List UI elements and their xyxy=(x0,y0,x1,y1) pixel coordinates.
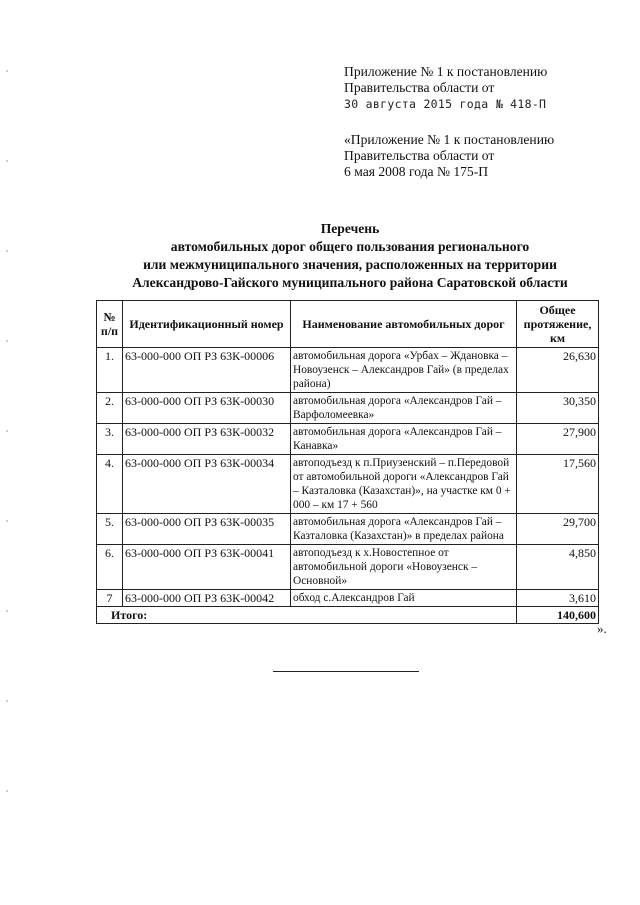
title-line: или межмуниципального значения, расположенных на территории xyxy=(143,257,557,272)
row-number: 3. xyxy=(97,424,123,455)
table-row xyxy=(97,393,599,424)
road-length: 29,700 xyxy=(517,514,599,545)
table-row xyxy=(97,590,599,607)
roads-table xyxy=(96,300,599,624)
appendix-header-current xyxy=(344,64,547,112)
appendix-header-line: «Приложение № 1 к постановлению xyxy=(344,132,555,147)
road-id: 63-000-000 ОП РЗ 63К-00035 xyxy=(123,514,291,545)
table-row xyxy=(97,348,599,393)
table-row xyxy=(97,424,599,455)
table-row xyxy=(97,545,599,590)
road-name: автомобильная дорога «Александров Гай – Варфоломеевка» xyxy=(291,393,517,424)
road-name: автомобильная дорога «Урбах – Ждановка – Новоузенск – Александров Гай» (в пределах района) xyxy=(291,348,517,393)
road-length: 3,610 xyxy=(517,590,599,607)
road-id: 63-000-000 ОП РЗ 63К-00030 xyxy=(123,393,291,424)
column-header-id: Идентификационный номер xyxy=(123,301,291,348)
row-number: 2. xyxy=(97,393,123,424)
appendix-header-line: Правительства области от xyxy=(344,80,495,95)
end-divider xyxy=(273,671,419,672)
road-id: 63-000-000 ОП РЗ 63К-00042 xyxy=(123,590,291,607)
road-name: автоподъезд к х.Новостепное от автомобильной дороги «Новоузенск – Основной» xyxy=(291,545,517,590)
road-id: 63-000-000 ОП РЗ 63К-00032 xyxy=(123,424,291,455)
closing-quote: ». xyxy=(597,621,607,636)
title-line: Александрово-Гайского муниципального района Саратовской области xyxy=(132,275,568,290)
road-name: автомобильная дорога «Александров Гай – Канавка» xyxy=(291,424,517,455)
row-number: 6. xyxy=(97,545,123,590)
column-header-number: № п/п xyxy=(97,301,123,348)
total-label: Итого: xyxy=(97,607,517,624)
column-header-name: Наименование автомобильных дорог xyxy=(291,301,517,348)
document-title xyxy=(60,220,640,292)
road-length: 17,560 xyxy=(517,455,599,514)
road-name: автомобильная дорога «Александров Гай – Казталовка (Казахстан)» в пределах района xyxy=(291,514,517,545)
road-length: 27,900 xyxy=(517,424,599,455)
appendix-header-original xyxy=(344,132,554,180)
date-number-stamp: 30 августа 2015 года № 418-П xyxy=(344,97,547,111)
appendix-header-line: Приложение № 1 к постановлению xyxy=(344,64,548,79)
row-number: 4. xyxy=(97,455,123,514)
road-id: 63-000-000 ОП РЗ 63К-00041 xyxy=(123,545,291,590)
road-length: 30,350 xyxy=(517,393,599,424)
road-id: 63-000-000 ОП РЗ 63К-00006 xyxy=(123,348,291,393)
table-row xyxy=(97,455,599,514)
road-length: 4,850 xyxy=(517,545,599,590)
road-name: автоподъезд к п.Приузенский – п.Передовой от автомобильной дороги «Александров Гай – Казталовка (Казахстан)», на участке км 0 + 000 – км 17 + 560 xyxy=(291,455,517,514)
table-header-row xyxy=(97,301,599,348)
appendix-header-line: Правительства области от xyxy=(344,148,495,163)
title-line: автомобильных дорог общего пользования регионального xyxy=(170,239,530,254)
road-name: обход с.Александров Гай xyxy=(291,590,517,607)
total-value: 140,600 xyxy=(517,607,599,624)
total-row xyxy=(97,607,599,624)
row-number: 7 xyxy=(97,590,123,607)
column-header-length: Общее протяжение, км xyxy=(517,301,599,348)
appendix-header-line: 6 мая 2008 года № 175-П xyxy=(344,164,489,179)
road-id: 63-000-000 ОП РЗ 63К-00034 xyxy=(123,455,291,514)
title-line: Перечень xyxy=(320,221,380,236)
row-number: 5. xyxy=(97,514,123,545)
table-row xyxy=(97,514,599,545)
scan-edge-marks xyxy=(6,70,8,850)
row-number: 1. xyxy=(97,348,123,393)
road-length: 26,630 xyxy=(517,348,599,393)
